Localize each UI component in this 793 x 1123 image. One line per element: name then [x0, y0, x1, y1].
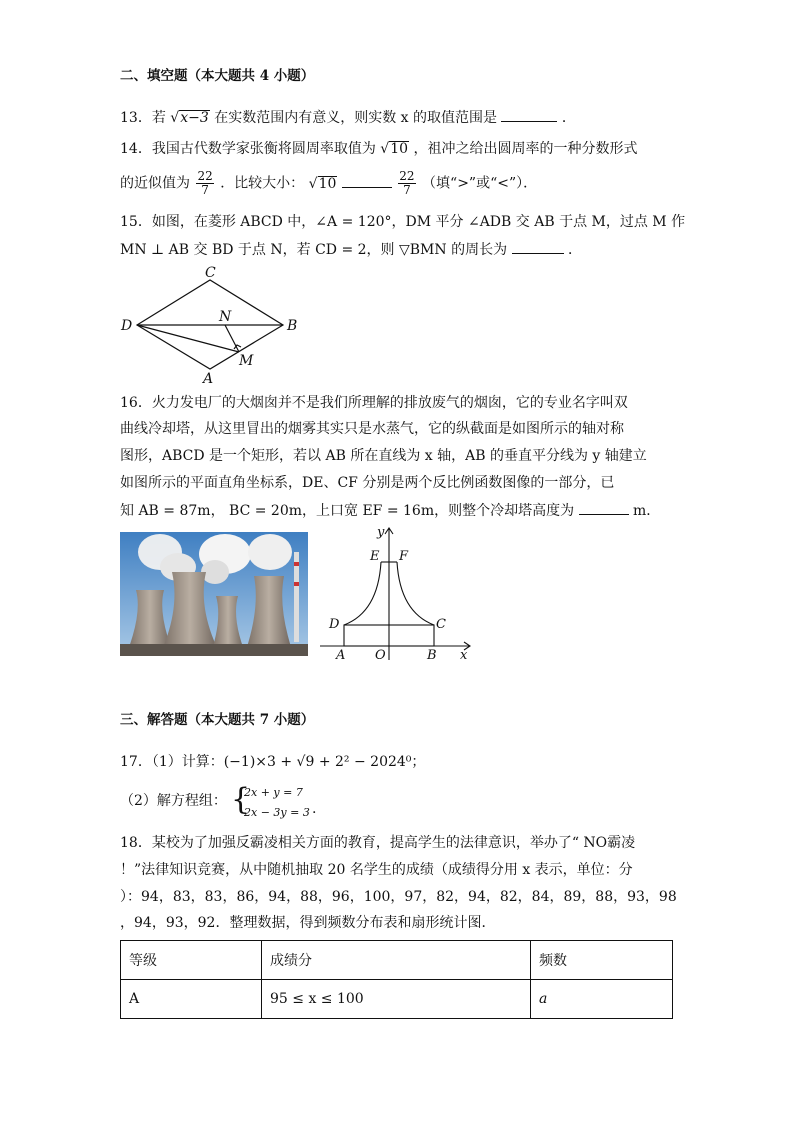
question-18-line3: ）：94，83，83，86，94，88，96，100，97，82，94，82，84，89，88，93，98: [120, 889, 677, 905]
label-a: A: [203, 371, 214, 387]
q14-fraction-2: $\frac{22}{7}$: [399, 169, 415, 197]
cooling-tower-diagram: [320, 522, 480, 662]
cooling-tower-photo: [120, 532, 308, 656]
q13-radical: √x−3: [170, 110, 209, 126]
label-a2: A: [336, 648, 346, 662]
table-row: [121, 980, 673, 1019]
q13-end: ．: [561, 110, 576, 126]
question-17-part1: 17．（1）计算：(−1)×3 + √9 + 2² − 2024⁰；: [120, 754, 426, 770]
frequency-table: [120, 940, 673, 1019]
q13-text: 在实数范围内有意义，则实数 x 的取值范围是: [214, 110, 497, 126]
label-b: B: [287, 318, 298, 334]
table-cell-score: 95 ≤ x ≤ 100: [262, 980, 531, 1019]
label-f: F: [399, 549, 409, 564]
question-18-line2: ！”法律知识竞赛，从中随机抽取 20 名学生的成绩（成绩得分用 x 表示，单位：分: [120, 862, 633, 878]
table-cell-grade: A: [121, 980, 262, 1019]
q17-equation-2: 2x − 3y = 3: [244, 806, 310, 819]
table-header-row: [121, 941, 673, 980]
question-15-line2: [120, 241, 582, 259]
q14-text-a: 14．我国古代数学家张衡将圆周率取值为: [120, 141, 381, 157]
section-2-title: 二、填空题（本大题共 4 小题）: [120, 68, 315, 84]
q16-text-b: m．: [633, 503, 661, 519]
q16-text-a: 知 AB = 87m， BC = 20m，上口宽 EF = 16m，则整个冷却塔高度为: [120, 503, 575, 519]
q14-text-e: （填“>”或“<”）．: [422, 175, 538, 192]
q13-blank: [501, 109, 557, 122]
section-3-title: 三、解答题（本大题共 7 小题）: [120, 712, 315, 728]
table-header-frequency: 频数: [531, 941, 673, 980]
q14-radical: √10: [380, 141, 409, 157]
label-n: N: [219, 309, 232, 325]
q14-text-c: 的近似值为: [120, 175, 190, 192]
q14-text-d: ．比较大小：: [220, 175, 305, 192]
question-16-line5: [120, 502, 660, 520]
curve-cf: [397, 562, 434, 625]
table-cell-frequency: a: [531, 980, 673, 1019]
label-d: D: [121, 318, 133, 334]
label-m: M: [239, 353, 254, 369]
system-brace: {: [231, 782, 251, 817]
label-b2: B: [427, 648, 437, 662]
q14-fraction: $\frac{22}{7}$: [197, 169, 213, 197]
question-16-line4: 如图所示的平面直角坐标系，DE、CF 分别是两个反比例函数图像的一部分，已: [120, 475, 615, 491]
segment-dm: [137, 325, 239, 352]
question-16-line1: 16．火力发电厂的大烟囱并不是我们所理解的排放废气的烟囱，它的专业名字叫双: [120, 395, 628, 411]
question-18-line4: ，94，93，92．整理数据，得到频数分布表和扇形统计图．: [120, 915, 496, 931]
q15-text-a: MN ⊥ AB 交 BD 于点 N，若 CD = 2，则 ▽BMN 的周长为: [120, 242, 508, 258]
label-c2: C: [436, 617, 446, 632]
q14-radical-2: √10: [308, 175, 337, 192]
question-15-line1: 15．如图，在菱形 ABCD 中，∠A = 120°，DM 平分 ∠ADB 交 AB 于点 M，过点 M 作: [120, 214, 686, 230]
question-18-line1: 18．某校为了加强反霸凌相关方面的教育，提高学生的法律意识，举办了“ NO霸凌: [120, 835, 636, 851]
label-o: O: [375, 648, 386, 662]
label-e: E: [370, 549, 380, 564]
label-d2: D: [329, 617, 340, 632]
label-c: C: [205, 265, 216, 281]
q17-end: .: [312, 801, 317, 817]
rhombus-figure: [115, 262, 315, 387]
q13-number: 13．若: [120, 110, 166, 126]
label-y: y: [377, 525, 385, 540]
question-17-part2-label: （2）解方程组：: [120, 793, 227, 809]
table-header-grade: 等级: [121, 941, 262, 980]
question-14-line1: [120, 140, 637, 158]
question-14-line2: [120, 170, 537, 197]
q17-equation-1: 2x + y = 7: [244, 786, 303, 799]
q16-blank: [579, 502, 629, 515]
question-13: [120, 109, 576, 127]
curve-de: [344, 562, 381, 625]
q15-blank: [512, 241, 564, 254]
question-16-line2: 曲线冷却塔，从这里冒出的烟雾其实只是水蒸气，它的纵截面是如图所示的轴对称: [120, 421, 624, 437]
q15-text-b: ．: [567, 242, 582, 258]
segment-mn: [225, 325, 239, 352]
label-x: x: [460, 648, 468, 662]
question-16-line3: 图形，ABCD 是一个矩形，若以 AB 所在直线为 x 轴，AB 的垂直平分线为 y 轴建立: [120, 448, 647, 464]
q14-text-b: ，祖冲之给出圆周率的一种分数形式: [413, 141, 638, 157]
table-header-score: 成绩分: [262, 941, 531, 980]
q14-blank: [342, 175, 392, 188]
